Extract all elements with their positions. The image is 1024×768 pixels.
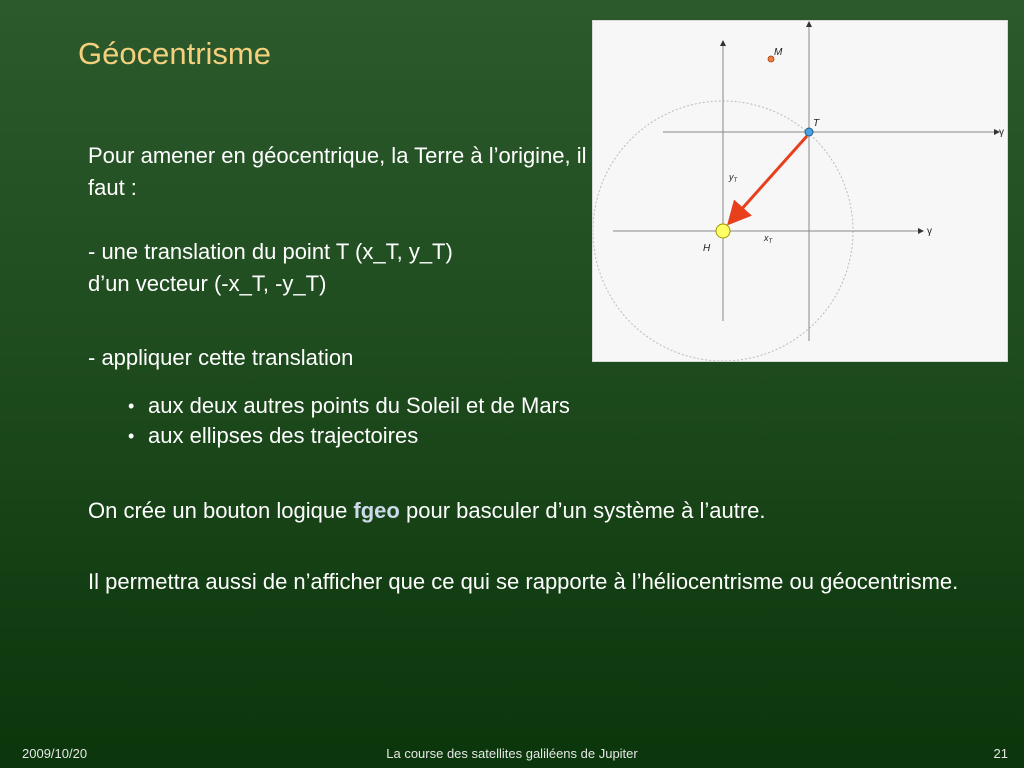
translation-step [88, 236, 608, 300]
apply-step: - appliquer cette translation [88, 345, 354, 370]
label-t: T [813, 118, 820, 129]
footer-date: 2009/10/20 [22, 746, 88, 761]
label-yt-main: y [729, 172, 734, 182]
label-yt-sub: T [733, 178, 738, 184]
sun-point [716, 224, 730, 238]
intro-text: Pour amener en géocentrique, la Terre à l’origine, il faut : [88, 143, 587, 200]
bullet-list [126, 391, 570, 451]
list-item: • aux deux autres points du Soleil et de Mars [126, 391, 570, 421]
diagram-svg [593, 21, 1007, 361]
label-gamma-geo: γ [999, 127, 1004, 138]
label-yt [728, 172, 739, 184]
geocentric-diagram [592, 20, 1008, 362]
button-text-after: pour basculer d’un système à l’autre. [399, 498, 766, 523]
closing-text: Il permettra aussi de n’afficher que ce qui se rapporte à l’héliocentrisme ou géocentrisme. [88, 569, 959, 594]
earth-point [805, 128, 813, 136]
label-xt-sub: T [768, 239, 773, 245]
page-number: 21 [993, 746, 1008, 761]
label-h: H [703, 243, 711, 254]
label-m: M [774, 47, 783, 58]
helio-y-arrow-icon [720, 40, 726, 46]
translation-step-line2: d’un vecteur (-x_T, -y_T) [88, 271, 327, 296]
helio-x-arrow-icon [918, 228, 924, 234]
label-xt-main: x [764, 233, 769, 243]
list-item: • aux ellipses des trajectoires [126, 421, 570, 451]
footer-title: La course des satellites galiléens de Jupiter [386, 746, 638, 761]
label-xt [763, 233, 774, 245]
button-description [88, 495, 988, 527]
geo-y-arrow-icon [806, 21, 812, 27]
button-text-before: On crée un bouton logique [88, 498, 354, 523]
label-gamma-helio: γ [927, 226, 932, 237]
translation-arrow [731, 136, 807, 221]
slide-title: Géocentrisme [78, 36, 271, 71]
translation-step-line1: - une translation du point T (x_T, y_T) [88, 239, 453, 264]
button-name: fgeo [353, 498, 400, 523]
